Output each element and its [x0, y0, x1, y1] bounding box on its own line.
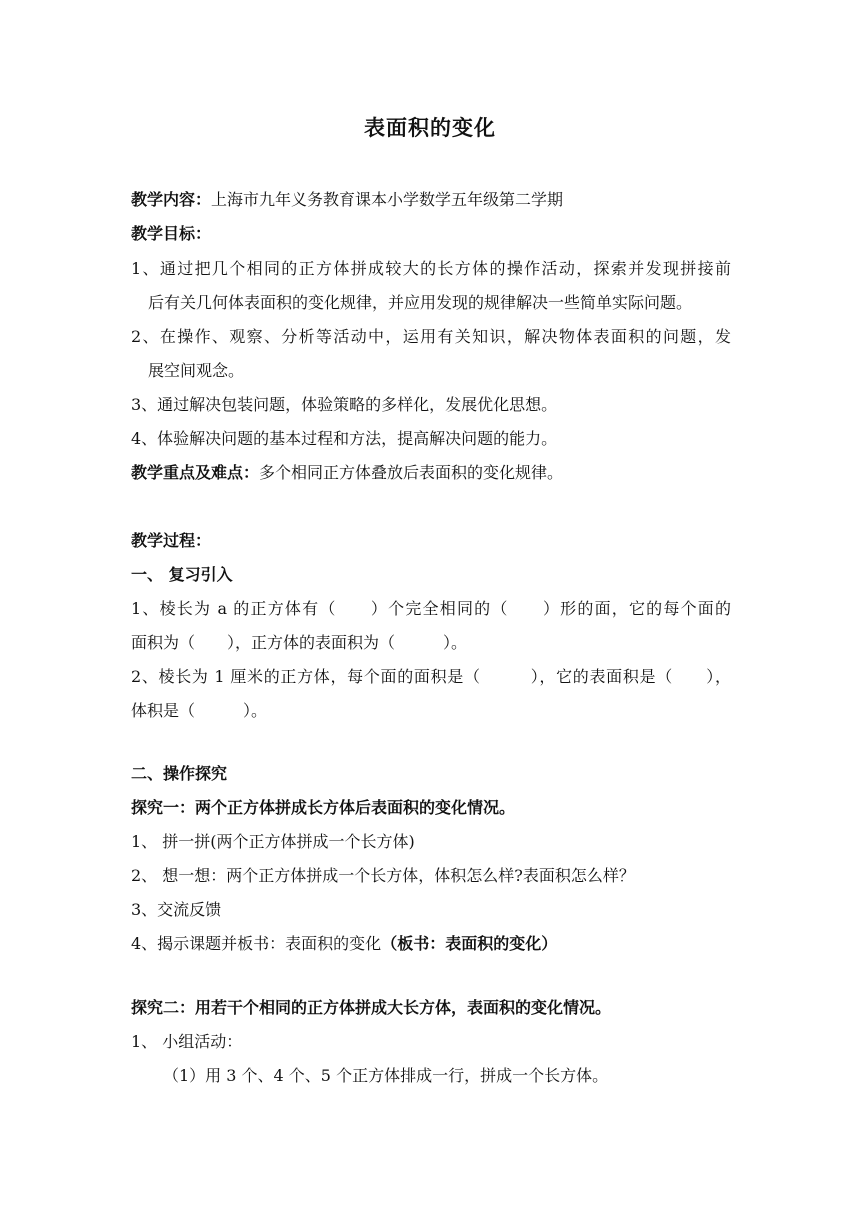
goal-1-line-2: 后有关几何体表面积的变化规律，并应用发现的规律解决一些简单实际问题。: [148, 293, 693, 312]
teaching-content-line: [131, 189, 731, 211]
explore-2-item-1: 1、 小组活动：: [131, 1032, 243, 1051]
key-point-label: 教学重点及难点：: [131, 463, 260, 482]
teaching-process-label: 教学过程：: [131, 531, 212, 550]
explore-1-item-4-text: 4、揭示课题并板书：表面积的变化: [131, 934, 382, 953]
explore-2-sub-item-1: （1）用 3 个、4 个、5 个正方体排成一行，拼成一个长方体。: [163, 1066, 609, 1085]
explore-1-title: 探究一：两个正方体拼成长方体后表面积的变化情况。: [131, 798, 516, 817]
section-1-heading: 一、 复习引入: [131, 565, 233, 584]
explore-1-item-4-board: （板书：表面积的变化）: [381, 934, 558, 953]
teaching-content-label: 教学内容：: [131, 190, 212, 209]
goal-3: 3、通过解决包装问题，体验策略的多样化，发展优化思想。: [131, 395, 558, 414]
teaching-goals-label: 教学目标：: [131, 224, 212, 243]
explore-1-item-1: 1、 拼一拼(两个正方体拼成一个长方体): [131, 832, 415, 851]
review-question-1-line-2: 面积为（ ），正方体的表面积为（ ）。: [131, 633, 468, 652]
teaching-content-value: 上海市九年义务教育课本小学数学五年级第二学期: [211, 190, 564, 209]
key-point-value: 多个相同正方体叠放后表面积的变化规律。: [259, 463, 564, 482]
explore-1-item-3: 3、交流反馈: [131, 900, 222, 919]
explore-1-item-4: [131, 933, 731, 955]
explore-1-item-2: 2、 想一想：两个正方体拼成一个长方体，体积怎么样?表面积怎么样？: [131, 866, 635, 885]
document-title: 表面积的变化: [364, 116, 496, 140]
goal-2-line-1: 2、在操作、观察、分析等活动中，运用有关知识，解决物体表面积的问题，发: [131, 327, 731, 346]
goal-1-line-1: 1、通过把几个相同的正方体拼成较大的长方体的操作活动，探索并发现拼接前: [131, 259, 731, 278]
section-2-heading: 二、操作探究: [131, 764, 228, 783]
goal-2-line-2: 展空间观念。: [148, 361, 245, 380]
explore-2-title: 探究二：用若干个相同的正方体拼成大长方体，表面积的变化情况。: [131, 998, 612, 1017]
goal-4: 4、体验解决问题的基本过程和方法，提高解决问题的能力。: [131, 429, 558, 448]
review-question-2-line-1: 2、棱长为 1 厘米的正方体，每个面的面积是（ ），它的表面积是（ ），: [131, 667, 731, 686]
review-question-1-line-1: 1、棱长为 a 的正方体有（ ）个完全相同的（ ）形的面，它的每个面的: [131, 599, 731, 618]
review-question-2-line-2: 体积是（ ）。: [131, 701, 268, 720]
key-point-line: [131, 462, 731, 484]
